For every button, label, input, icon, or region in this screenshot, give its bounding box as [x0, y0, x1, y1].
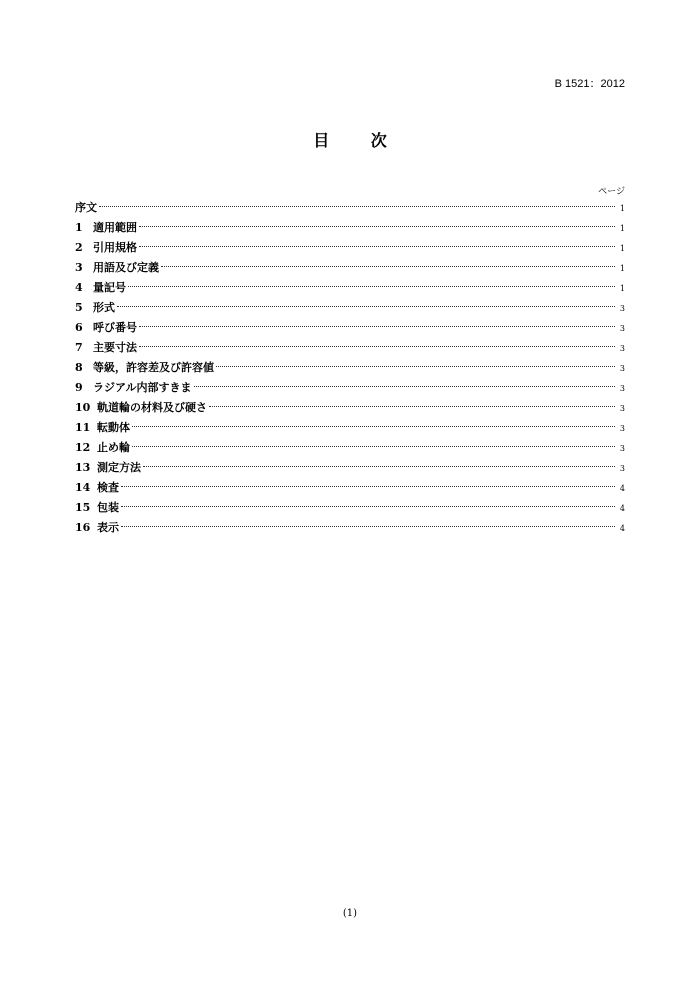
dot-leader	[194, 386, 615, 387]
toc-entry[interactable]	[75, 398, 625, 418]
dot-leader	[117, 306, 615, 307]
toc-entry-number: 2	[75, 241, 83, 254]
standard-number: B 1521：2012	[554, 78, 625, 90]
toc-entry-label: 等級，許容差及び許容値	[93, 361, 214, 374]
toc-entry-number: 14	[75, 481, 91, 494]
toc-entry[interactable]	[75, 418, 625, 438]
page-column-label: ページ	[598, 187, 625, 197]
toc-entry-page: 1	[619, 244, 625, 253]
dot-leader	[161, 266, 615, 267]
toc-entry-number: 11	[75, 421, 91, 434]
toc-entry-number: 16	[75, 521, 91, 534]
toc-entry-page: 3	[619, 364, 625, 373]
toc-entry-label: 表示	[97, 521, 119, 534]
toc-entry[interactable]	[75, 258, 625, 278]
toc-entry[interactable]	[75, 438, 625, 458]
footer-page-number: (1)	[342, 908, 358, 919]
toc-entry-page: 3	[619, 464, 625, 473]
table-of-contents	[75, 198, 625, 538]
toc-entry-number: 3	[75, 261, 83, 274]
dot-leader	[121, 526, 615, 527]
toc-entry-number: 15	[75, 501, 91, 514]
toc-entry-number: 13	[75, 461, 91, 474]
toc-entry-page: 3	[619, 344, 625, 353]
toc-entry-label: 形式	[93, 301, 115, 314]
page-title: 目 次	[313, 131, 405, 150]
toc-entry[interactable]	[75, 218, 625, 238]
toc-entry[interactable]	[75, 278, 625, 298]
toc-entry-number: 7	[75, 341, 83, 354]
toc-entry[interactable]	[75, 198, 625, 218]
toc-entry-label: 包装	[97, 501, 119, 514]
dot-leader	[209, 406, 615, 407]
dot-leader	[143, 466, 615, 467]
toc-entry-label: 序文	[75, 201, 97, 214]
toc-entry-page: 3	[619, 384, 625, 393]
toc-entry-number: 10	[75, 401, 91, 414]
toc-entry-number: 4	[75, 281, 83, 294]
toc-entry-label: 測定方法	[97, 461, 141, 474]
toc-entry-page: 3	[619, 304, 625, 313]
toc-entry-page: 4	[619, 484, 625, 493]
toc-entry-page: 1	[619, 284, 625, 293]
toc-entry[interactable]	[75, 458, 625, 478]
toc-entry-label: 転動体	[97, 421, 130, 434]
toc-entry-number: 12	[75, 441, 91, 454]
dot-leader	[139, 326, 615, 327]
toc-entry[interactable]	[75, 298, 625, 318]
dot-leader	[139, 246, 615, 247]
toc-entry[interactable]	[75, 338, 625, 358]
toc-entry-label: 用語及び定義	[93, 261, 159, 274]
toc-entry-label: 主要寸法	[93, 341, 137, 354]
toc-entry-label: ラジアル内部すきま	[93, 381, 192, 394]
toc-entry-label: 止め輪	[97, 441, 130, 454]
toc-entry-label: 引用規格	[93, 241, 137, 254]
toc-entry[interactable]	[75, 358, 625, 378]
toc-entry-page: 1	[619, 264, 625, 273]
toc-entry-number: 5	[75, 301, 83, 314]
dot-leader	[216, 366, 615, 367]
dot-leader	[139, 226, 615, 227]
toc-entry-page: 3	[619, 404, 625, 413]
toc-entry-number: 1	[75, 221, 83, 234]
toc-entry[interactable]	[75, 238, 625, 258]
toc-entry-label: 検査	[97, 481, 119, 494]
toc-entry[interactable]	[75, 498, 625, 518]
toc-entry-label: 軌道輪の材料及び硬さ	[97, 401, 207, 414]
toc-entry-page: 3	[619, 444, 625, 453]
dot-leader	[121, 506, 615, 507]
toc-entry-page: 3	[619, 424, 625, 433]
toc-entry-number: 6	[75, 321, 83, 334]
toc-entry-page: 4	[619, 504, 625, 513]
dot-leader	[139, 346, 615, 347]
toc-entry[interactable]	[75, 378, 625, 398]
toc-entry-page: 4	[619, 524, 625, 533]
toc-entry-page: 1	[619, 224, 625, 233]
dot-leader	[99, 206, 615, 207]
toc-entry-label: 呼び番号	[93, 321, 137, 334]
dot-leader	[128, 286, 615, 287]
toc-entry[interactable]	[75, 478, 625, 498]
dot-leader	[132, 446, 615, 447]
toc-entry-label: 適用範囲	[93, 221, 137, 234]
toc-entry[interactable]	[75, 318, 625, 338]
toc-entry-number: 8	[75, 361, 83, 374]
toc-entry[interactable]	[75, 518, 625, 538]
dot-leader	[132, 426, 615, 427]
dot-leader	[121, 486, 615, 487]
toc-entry-number: 9	[75, 381, 83, 394]
toc-entry-page: 1	[619, 204, 625, 213]
toc-entry-page: 3	[619, 324, 625, 333]
toc-entry-label: 量記号	[93, 281, 126, 294]
